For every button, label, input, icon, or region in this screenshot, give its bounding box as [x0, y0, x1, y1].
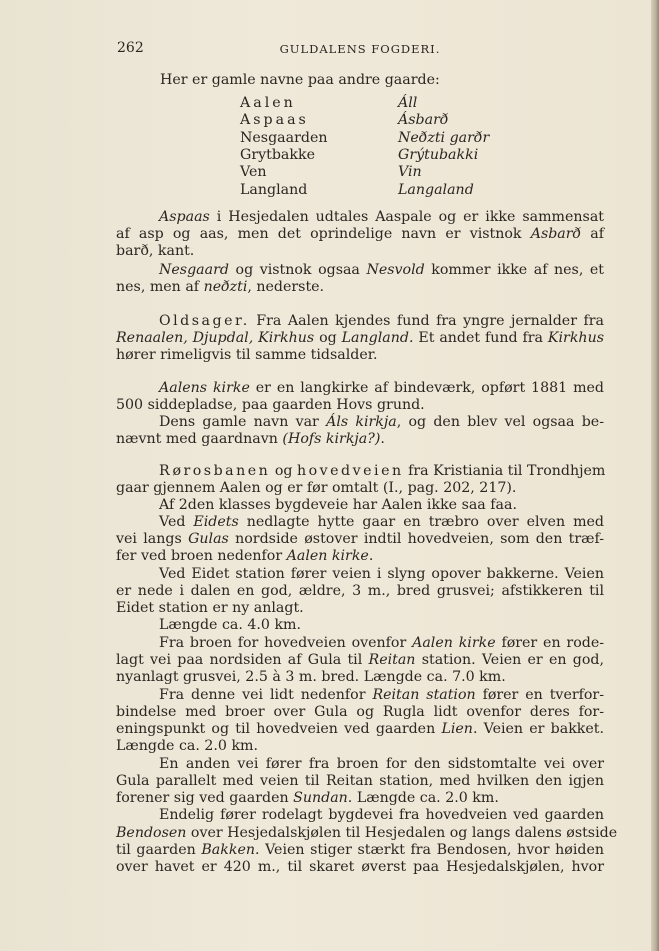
- text-line: fer ved broen nedenfor Aalen kirke.: [116, 548, 374, 564]
- text-line: Dens gamle navn var Áls kirkja, og den blev vel ogsaa be-: [159, 414, 604, 430]
- old-name: Langaland: [398, 181, 474, 198]
- old-name: Grýtubakki: [398, 146, 479, 163]
- modern-name: Nesgaarden: [240, 129, 328, 146]
- text-line: forener sig ved gaarden Sundan. Længde ca. 2.0 km.: [116, 790, 499, 806]
- text-line: Fra denne vei lidt nedenfor Reitan station fører en tverfor-: [159, 687, 604, 703]
- text-line: eningspunkt og til hovedveien ved gaarden Lien. Veien er bakket.: [116, 721, 605, 737]
- text-line: hører rimeligvis til samme tidsalder.: [116, 347, 378, 363]
- text-line: Aalens kirke er en langkirke af bindeværk, opført 1881 med: [159, 380, 604, 396]
- text-line: Af 2den klasses bygdeveie har Aalen ikke saa faa.: [159, 497, 517, 513]
- text-line: lagt vei paa nordsiden af Gula til Reitan station. Veien er en god,: [116, 652, 604, 668]
- text-line: Renaalen, Djupdal, Kirkhus og Langland. Et andet fund fra Kirkhus: [116, 330, 604, 346]
- text-line: nævnt med gaardnavn (Hofs kirkja?).: [116, 431, 385, 447]
- page-number: 262: [117, 40, 144, 56]
- text-line: Bendosen over Hesjedalskjølen til Hesjedalen og langs dalens østside: [116, 825, 618, 841]
- text-line: Længde ca. 2.0 km.: [116, 738, 259, 754]
- modern-name: Grytbakke: [240, 146, 315, 163]
- text-line: over havet er 420 m., til skaret øverst paa Hesjedalskjølen, hvor: [116, 859, 604, 875]
- text-line: Ved Eidet station fører veien i slyng opover bakkerne. Veien: [159, 566, 604, 582]
- modern-name: Aalen: [240, 95, 296, 111]
- running-header: [117, 40, 603, 58]
- text-line: af asp og aas, men det oprindelige navn er vistnok Asbarð af: [116, 226, 604, 242]
- text-line: gaar gjennem Aalen og er før omtalt (I., pag. 202, 217).: [116, 480, 517, 496]
- text-line: Gula parallelt med veien til Reitan station, med hvilken den igjen: [116, 773, 604, 789]
- old-name: Ásbarð: [398, 112, 449, 129]
- modern-name: Ven: [240, 164, 267, 181]
- intro-line: Her er gamle navne paa andre gaarde:: [160, 72, 440, 88]
- text-line: Eidet station er ny anlagt.: [116, 600, 304, 616]
- text-line: Nesgaard og vistnok ogsaa Nesvold kommer ikke af nes, et: [159, 262, 604, 278]
- text-line: nyanlagt grusvei, 2.5 à 3 m. bred. Længde ca. 7.0 km.: [116, 669, 506, 685]
- text-line: barð, kant.: [116, 243, 195, 259]
- text-line: nes, men af neðzti, nederste.: [116, 279, 325, 295]
- old-name: Áll: [398, 95, 418, 111]
- modern-name: Langland: [240, 181, 308, 198]
- text-line: En anden vei fører fra broen for den sidstomtalte vei over: [159, 756, 604, 772]
- old-name: Neðzti garðr: [398, 129, 490, 146]
- text-line: Rørosbanen og hovedveien fra Kristiania til Trondhjem: [159, 463, 606, 479]
- text-line: Fra broen for hovedveien ovenfor Aalen kirke fører en rode-: [159, 635, 605, 651]
- text-line: Oldsager. Fra Aalen kjendes fund fra yngre jernalder fra: [159, 313, 604, 329]
- modern-name: Aspaas: [240, 112, 309, 129]
- old-name: Vin: [398, 164, 422, 181]
- text-line: 500 siddepladse, paa gaarden Hovs grund.: [116, 397, 425, 413]
- text-line: Endelig fører rodelagt bygdevei fra hovedveien ved gaarden: [159, 807, 604, 823]
- text-line: bindelse med broer over Gula og Rugla lidt ovenfor deres for-: [116, 704, 604, 720]
- text-line: Aspaas i Hesjedalen udtales Aaspale og er ikke sammensat: [159, 209, 604, 225]
- text-line: er nede i dalen en god, ældre, 3 m., bred grusvei; afstikkeren til: [116, 583, 604, 599]
- text-line: til gaarden Bakken. Veien stiger stærkt fra Bendosen, hvor høiden: [116, 842, 604, 858]
- text-line: Længde ca. 4.0 km.: [159, 617, 302, 633]
- running-title: GULDALENS FOGDERI.: [279, 42, 441, 56]
- text-line: Ved Eidets nedlagte hytte gaar en træbro over elven med: [159, 514, 604, 530]
- page-edge: [651, 0, 659, 951]
- text-line: vei langs Gulas nordside østover indtil hovedveien, som den træf-: [116, 531, 604, 547]
